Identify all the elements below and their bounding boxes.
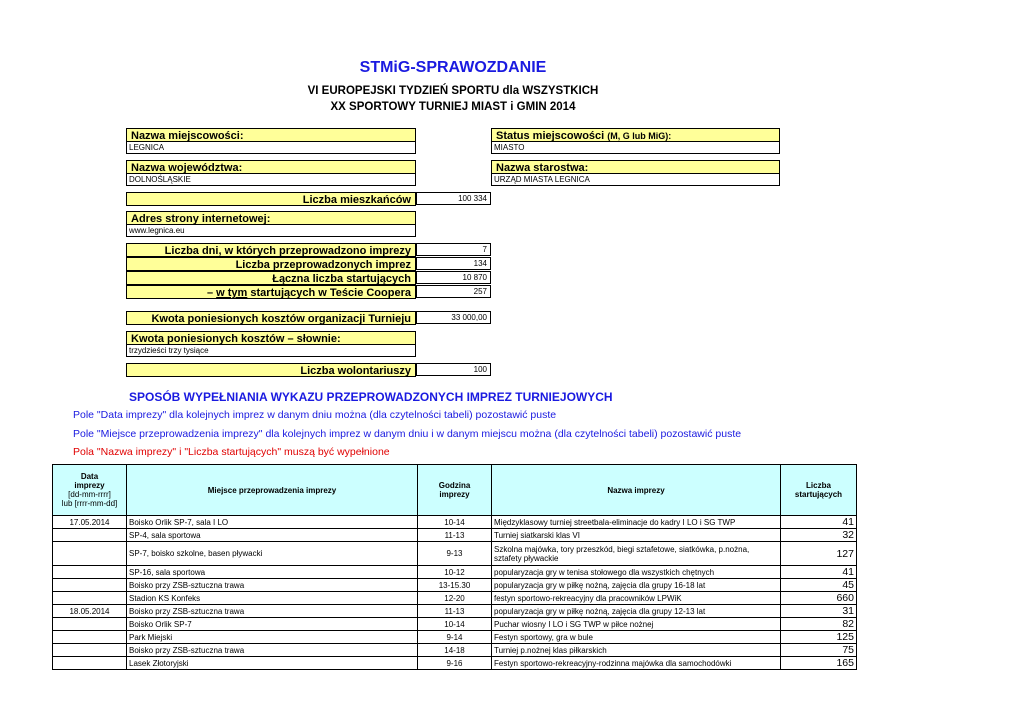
events-table [52, 464, 857, 670]
town-status-value[interactable]: MIASTO [491, 142, 780, 154]
cell-date[interactable] [53, 529, 127, 542]
report-subtitle-1: VI EUROPEJSKI TYDZIEŃ SPORTU dla WSZYSTKICH [307, 85, 599, 97]
website-label: Adres strony internetowej: [126, 211, 416, 225]
cell-participants[interactable]: 41 [781, 566, 857, 579]
cell-event-name[interactable]: Puchar wiosny I LO i SG TWP w piłce nożnej [492, 618, 781, 631]
cell-place[interactable]: SP-7, boisko szkolne, basen pływacki [127, 542, 418, 566]
cell-event-name[interactable]: Międzyklasowy turniej streetbala-eliminacje do kadry I LO i SG TWP [492, 516, 781, 529]
cell-place[interactable]: SP-16, sala sportowa [127, 566, 418, 579]
cell-event-name[interactable]: Festyn sportowo-rekreacyjny-rodzinna majówka dla samochodówki [492, 657, 781, 670]
town-name-value[interactable]: LEGNICA [126, 142, 416, 154]
days-count-label: Liczba dni, w których przeprowadzono imprezy [126, 243, 416, 257]
participants-total-label: Łączna liczba startujących [126, 271, 416, 285]
cell-time[interactable]: 9-16 [418, 657, 492, 670]
cell-date[interactable] [53, 579, 127, 592]
days-count-value[interactable]: 7 [416, 243, 491, 256]
cell-event-name[interactable]: festyn sportowo-rekreacyjny dla pracowników LPWiK [492, 592, 781, 605]
cell-event-name[interactable]: popularyzacja gry w tenisa stołowego dla wszystkich chętnych [492, 566, 781, 579]
cell-place[interactable]: Boisko przy ZSB-sztuczna trawa [127, 644, 418, 657]
table-row [53, 644, 857, 657]
cell-date[interactable] [53, 631, 127, 644]
cell-place[interactable]: Boisko przy ZSB-sztuczna trawa [127, 605, 418, 618]
cell-event-name[interactable]: Szkolna majówka, tory przeszkód, biegi sztafetowe, siatkówka, p.nożna, sztafety pływackie [492, 542, 781, 566]
table-row [53, 579, 857, 592]
cell-time[interactable]: 12-20 [418, 592, 492, 605]
cell-time[interactable]: 9-14 [418, 631, 492, 644]
cell-participants[interactable]: 127 [781, 542, 857, 566]
cost-words-label: Kwota poniesionych kosztów – słownie: [126, 331, 416, 345]
volunteers-value[interactable]: 100 [416, 363, 491, 376]
cell-participants[interactable]: 31 [781, 605, 857, 618]
cell-date[interactable] [53, 542, 127, 566]
town-status-label-text: Status miejscowości [496, 130, 605, 142]
table-row [53, 631, 857, 644]
cell-time[interactable]: 11-13 [418, 605, 492, 618]
table-row [53, 516, 857, 529]
cell-date[interactable]: 17.05.2014 [53, 516, 127, 529]
cooper-test-value[interactable]: 257 [416, 285, 491, 298]
cooper-test-label [126, 285, 416, 299]
population-value[interactable]: 100 334 [416, 192, 491, 205]
cost-words-value[interactable]: trzydzieści trzy tysiące [126, 345, 416, 357]
website-value[interactable]: www.legnica.eu [126, 225, 416, 237]
events-count-label: Liczba przeprowadzonych imprez [126, 257, 416, 271]
cell-event-name[interactable]: popularyzacja gry w piłkę nożną, zajęcia dla grupy 12-13 lat [492, 605, 781, 618]
cell-participants[interactable]: 125 [781, 631, 857, 644]
table-row [53, 566, 857, 579]
town-status-label [491, 128, 780, 142]
instructions-note-2: Pole "Miejsce przeprowadzenia imprezy" dla kolejnych imprez w danym dniu i w danym miejscu można (dla czytelności tabeli) pozostawić puste [73, 428, 742, 440]
header-time-line1: Godzina [438, 481, 471, 490]
cell-participants[interactable]: 45 [781, 579, 857, 592]
county-office-label: Nazwa starostwa: [491, 160, 780, 174]
header-participants [781, 465, 857, 516]
cell-place[interactable]: Lasek Złotoryjski [127, 657, 418, 670]
table-row [53, 529, 857, 542]
header-place: Miejsce przeprowadzenia imprezy [127, 465, 418, 516]
header-date-line1: Data [80, 472, 99, 481]
cell-time[interactable]: 14-18 [418, 644, 492, 657]
header-date-line4: lub [rrrr-mm-dd] [61, 499, 118, 508]
cell-event-name[interactable]: Festyn sportowy, gra w bule [492, 631, 781, 644]
instructions-note-3: Pola "Nazwa imprezy" i "Liczba startujących" muszą być wypełnione [73, 446, 390, 458]
cost-amount-value[interactable]: 33 000,00 [416, 311, 491, 324]
header-date-line3: [dd-mm-rrrr] [68, 490, 111, 499]
instructions-note-1: Pole "Data imprezy" dla kolejnych imprez w danym dniu można (dla czytelności tabeli) pozostawić puste [73, 409, 557, 421]
header-event-name: Nazwa imprezy [492, 465, 781, 516]
header-time-line2: imprezy [439, 490, 470, 499]
cell-time[interactable]: 10-14 [418, 618, 492, 631]
voivodeship-label: Nazwa województwa: [126, 160, 416, 174]
cell-place[interactable]: SP-4, sala sportowa [127, 529, 418, 542]
cell-time[interactable]: 11-13 [418, 529, 492, 542]
report-title: STMiG-SPRAWOZDANIE [359, 59, 547, 76]
cell-event-name[interactable]: Turniej p.nożnej klas piłkarskich [492, 644, 781, 657]
report-subtitle-2: XX SPORTOWY TURNIEJ MIAST i GMIN 2014 [330, 101, 576, 113]
header-participants-line2: startujących [794, 490, 843, 499]
table-row [53, 542, 857, 566]
cooper-test-dash: – [206, 287, 214, 299]
cell-date[interactable] [53, 592, 127, 605]
header-participants-line1: Liczba [806, 481, 831, 490]
table-row [53, 592, 857, 605]
voivodeship-value[interactable]: DOLNOŚLĄSKIE [126, 174, 416, 186]
cell-event-name[interactable]: popularyzacja gry w piłkę nożną, zajęcia dla grupy 16-18 lat [492, 579, 781, 592]
header-date [53, 465, 127, 516]
instructions-heading: SPOSÓB WYPEŁNIANIA WYKAZU PRZEPROWADZONYCH IMPREZ TURNIEJOWYCH [129, 390, 613, 404]
cell-place[interactable]: Park Miejski [127, 631, 418, 644]
volunteers-label: Liczba wolontariuszy [126, 363, 416, 377]
cell-date[interactable]: 18.05.2014 [53, 605, 127, 618]
cell-participants[interactable]: 41 [781, 516, 857, 529]
county-office-value[interactable]: URZĄD MIASTA LEGNICA [491, 174, 780, 186]
cell-date[interactable] [53, 566, 127, 579]
cell-date[interactable] [53, 657, 127, 670]
cell-time[interactable]: 10-12 [418, 566, 492, 579]
cooper-test-wtym: w tym [216, 287, 248, 299]
cell-place[interactable]: Boisko przy ZSB-sztuczna trawa [127, 579, 418, 592]
cell-participants[interactable]: 660 [781, 592, 857, 605]
cell-participants[interactable]: 75 [781, 644, 857, 657]
participants-total-value[interactable]: 10 870 [416, 271, 491, 284]
cost-amount-label: Kwota poniesionych kosztów organizacji Turnieju [126, 311, 416, 325]
table-row [53, 605, 857, 618]
events-table-header [53, 465, 857, 516]
cell-date[interactable] [53, 644, 127, 657]
population-label: Liczba mieszkańców [126, 192, 416, 206]
cell-place[interactable]: Boisko Orlik SP-7, sala I LO [127, 516, 418, 529]
cell-participants[interactable]: 82 [781, 618, 857, 631]
cell-place[interactable]: Stadion KS Konfeks [127, 592, 418, 605]
cell-time[interactable]: 9-13 [418, 542, 492, 566]
events-count-value[interactable]: 134 [416, 257, 491, 270]
cell-time[interactable]: 10-14 [418, 516, 492, 529]
table-row [53, 618, 857, 631]
cell-event-name[interactable]: Turniej siatkarski klas VI [492, 529, 781, 542]
cell-time[interactable]: 13-15.30 [418, 579, 492, 592]
cell-participants[interactable]: 165 [781, 657, 857, 670]
header-date-line2: imprezy [74, 481, 105, 490]
cell-participants[interactable]: 32 [781, 529, 857, 542]
table-row [53, 657, 857, 670]
town-status-hint: (M, G lub MiG): [607, 131, 672, 141]
header-time [418, 465, 492, 516]
cooper-test-label-text: startujących w Teście Coopera [250, 287, 411, 299]
town-name-label: Nazwa miejscowości: [126, 128, 416, 142]
cell-date[interactable] [53, 618, 127, 631]
cell-place[interactable]: Boisko Orlik SP-7 [127, 618, 418, 631]
